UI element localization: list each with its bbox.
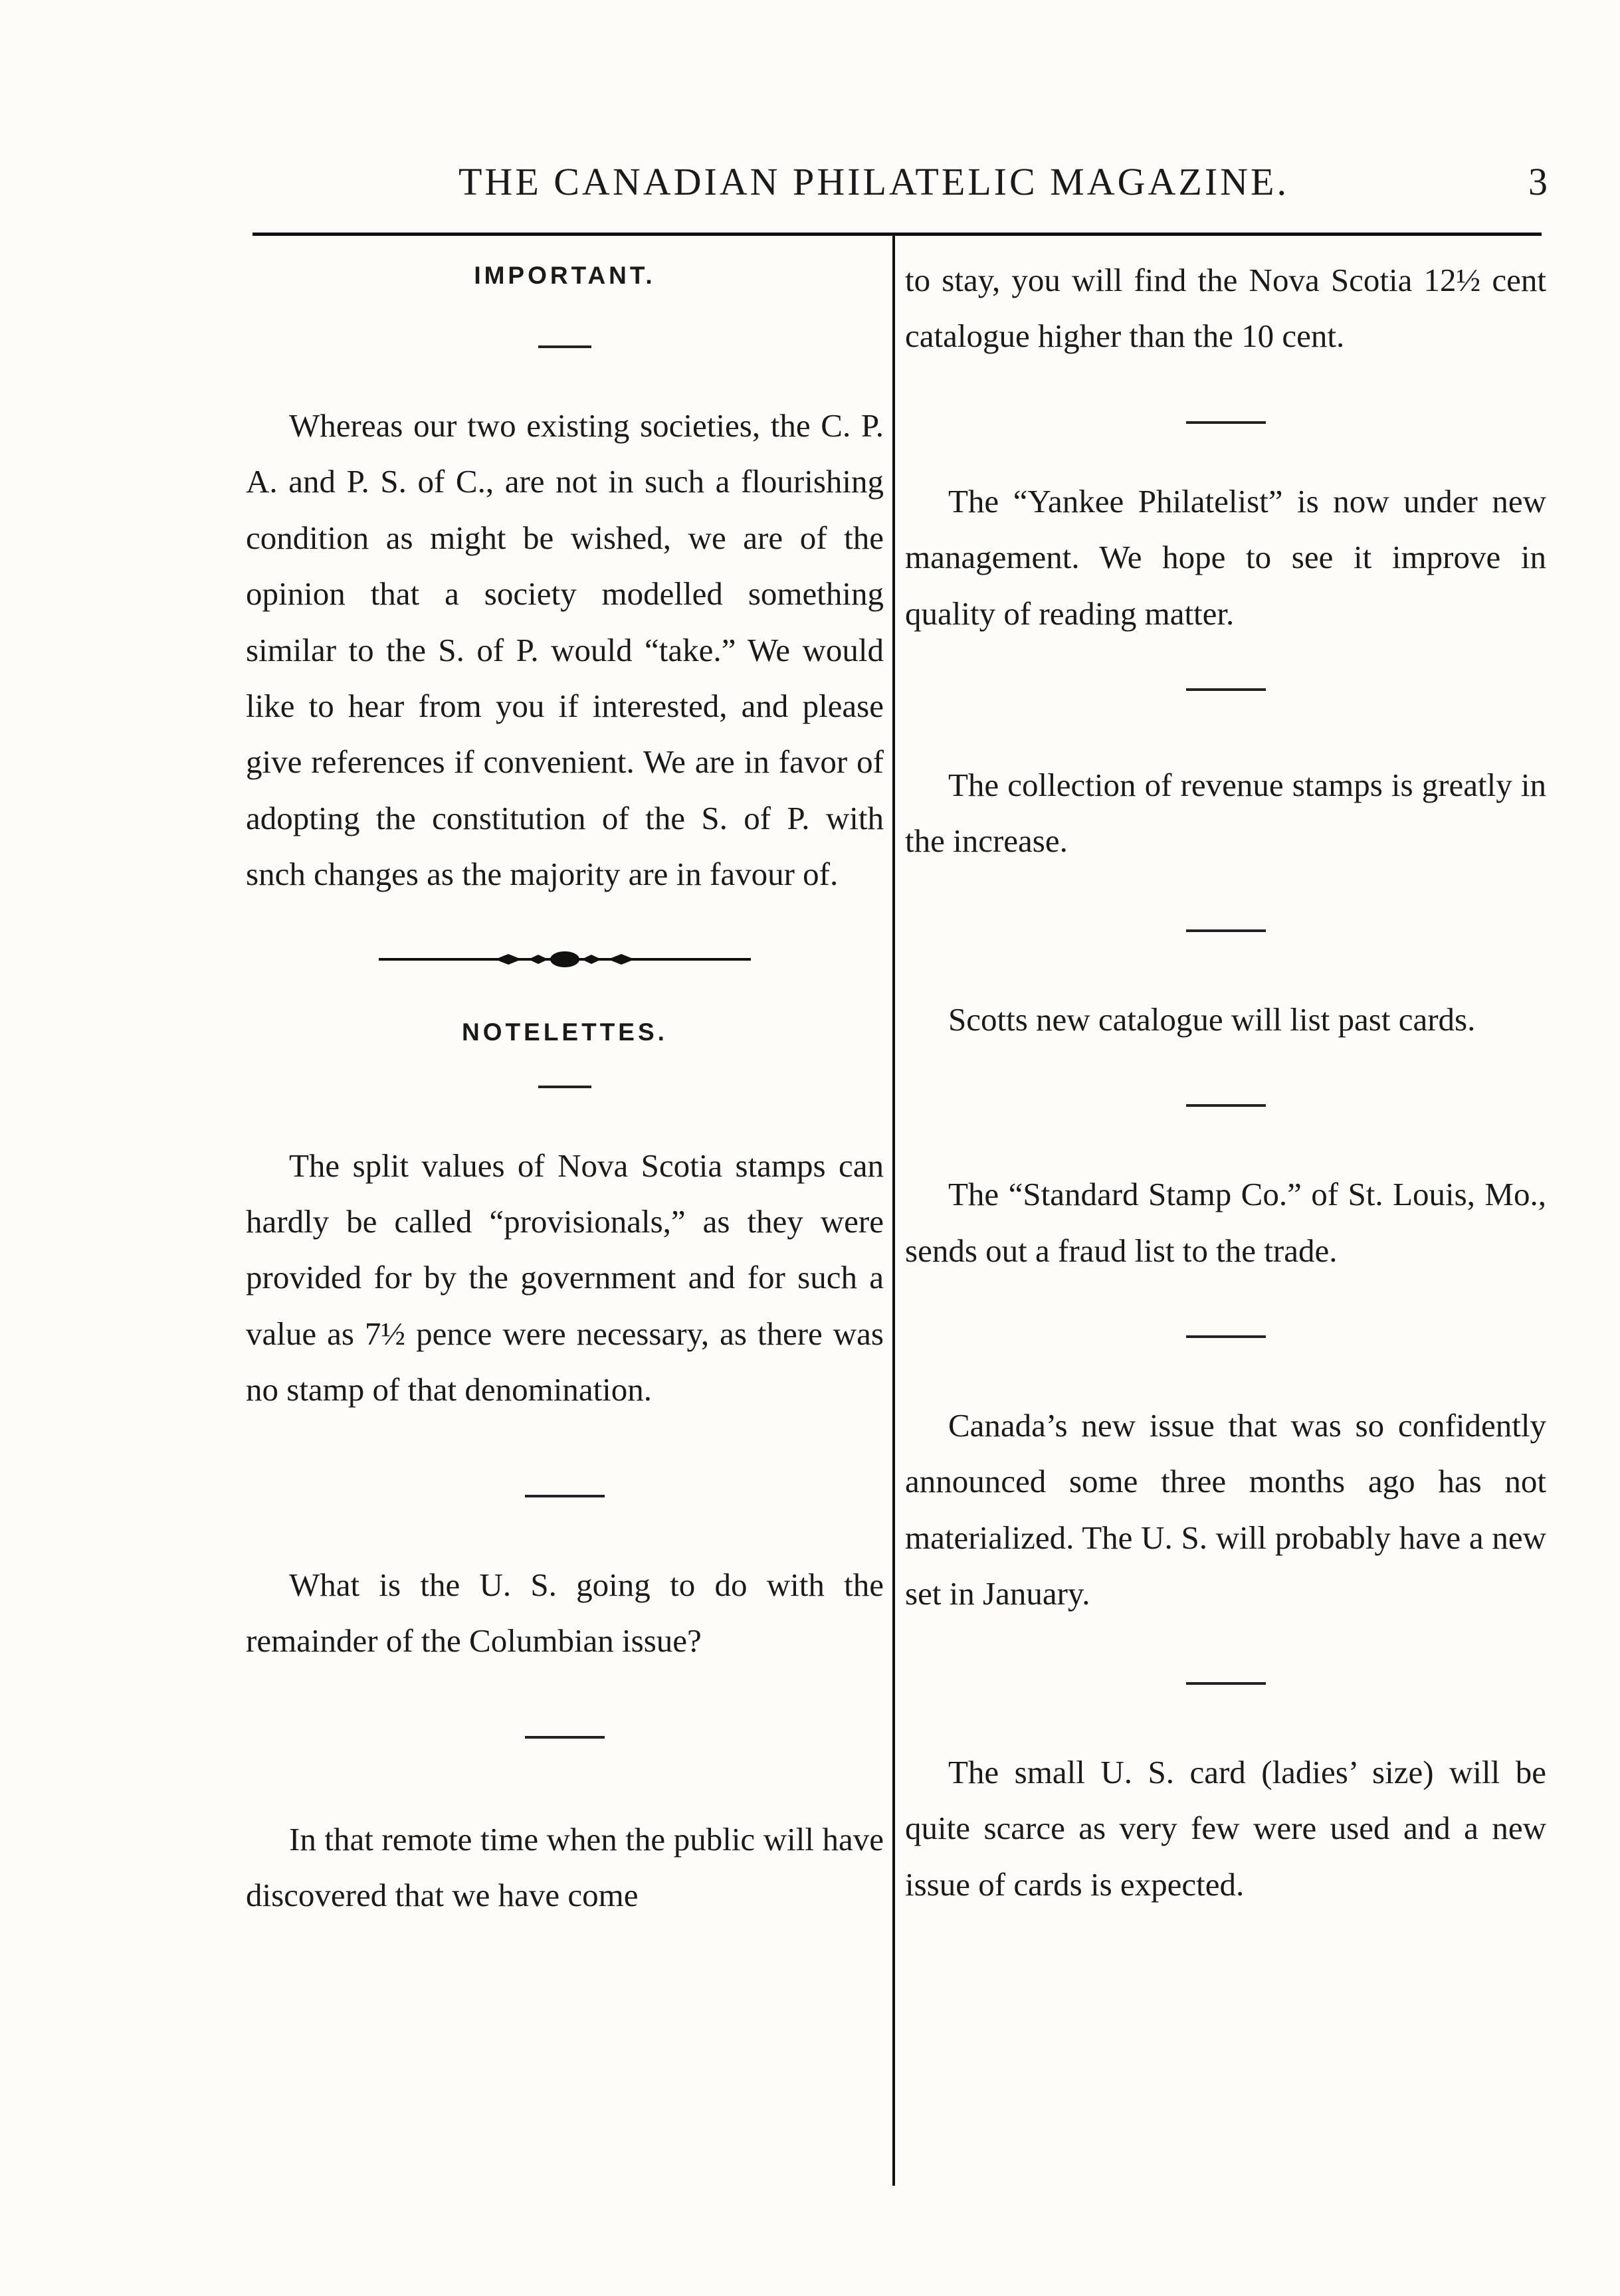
important-paragraph: Whereas our two existing societies, the C. P. A. and P. S. of C., are not in such a flourishing condition as might be wished, we are of the opinion that a society modelled something similar to the S. of P. would “take.” We would like to hear from you if interested, and please give references if convenient. We are in favor of adopting the constitution of the S. of P. with snch changes as the majority are in favour of. xyxy=(246,407,884,893)
note-yankee: The “Yankee Philatelist” is now under new management. We hope to see it improve in quality of reading matter. xyxy=(905,482,1546,632)
continuation-paragraph: to stay, you will find the Nova Scotia 12½ cent catalogue higher than the 10 cent. xyxy=(905,262,1546,355)
note-canada-issue: Canada’s new issue that was so confidently announced some three months ago has not materialized. The U. S. will probably have a new set in January. xyxy=(905,1407,1546,1612)
note-columbian: What is the U. S. going to do with the remainder of the Columbian issue? xyxy=(246,1566,884,1660)
note-standard: The “Standard Stamp Co.” of St. Louis, Mo., sends out a fraud list to the trade. xyxy=(905,1176,1546,1269)
note-remote-time: In that remote time when the public will have discovered that we have come xyxy=(246,1820,884,1913)
header-rule xyxy=(253,233,1542,236)
page-header xyxy=(253,159,1620,213)
right-column xyxy=(905,252,1546,1913)
important-heading: IMPORTANT. xyxy=(474,262,656,289)
column-divider xyxy=(892,236,895,2186)
page-number: 3 xyxy=(1528,160,1548,203)
note-split-values: The split values of Nova Scotia stamps can hardly be called “provisionals,” as they were provided for by the government and for such a value as 7½ pence were necessary, as there was no stamp of that denomination. xyxy=(246,1147,884,1408)
running-title: THE CANADIAN PHILATELIC MAGAZINE. xyxy=(458,160,1289,203)
note-revenue: The collection of revenue stamps is greatly in the increase. xyxy=(905,767,1546,860)
note-small-card: The small U. S. card (ladies’ size) will be quite scarce as very few were used and a new issue of cards is expected. xyxy=(905,1753,1546,1903)
left-column xyxy=(246,252,884,1923)
ornamental-divider xyxy=(379,946,751,973)
note-scotts: Scotts new catalogue will list past cards. xyxy=(948,1001,1476,1038)
notelettes-heading: NOTELETTES. xyxy=(462,1018,668,1046)
